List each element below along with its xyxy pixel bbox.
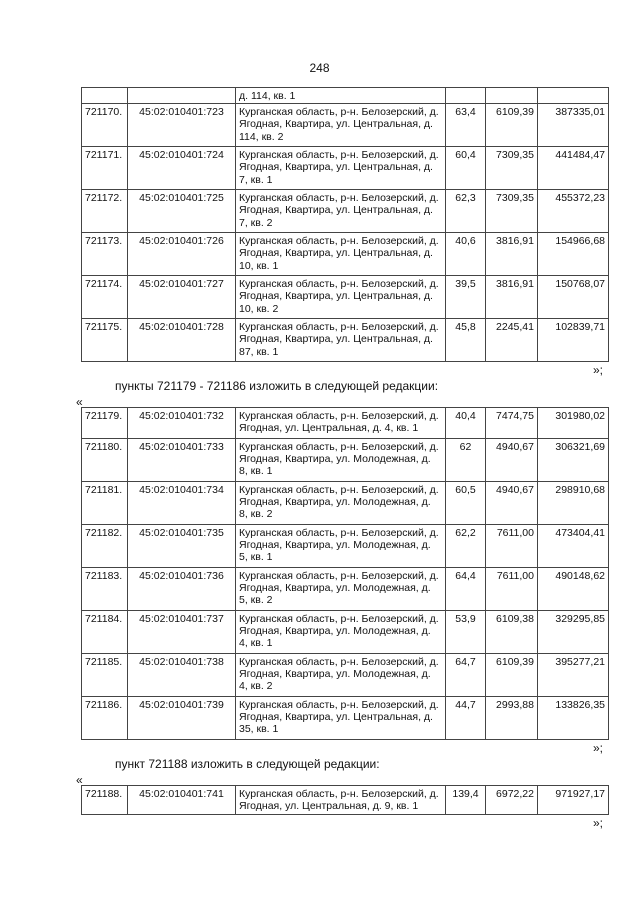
area: 60,5 [446,482,486,525]
cadastral-number: 45:02:010401:728 [128,319,236,362]
cadastral-number: 45:02:010401:739 [128,697,236,740]
cadastral-number: 45:02:010401:738 [128,654,236,697]
cadastral-price: 6972,22 [486,786,538,815]
registry-table-2 [81,407,609,740]
address: Курганская область, р-н. Белозерский, д. Ягодная, Квартира, ул. Центральная, д. 35, кв. 1 [236,697,446,740]
opening-quote: « [76,395,83,409]
cadastral-number: 45:02:010401:723 [128,104,236,147]
area: 62,2 [446,525,486,568]
cadastral-price: 4940,67 [486,439,538,482]
cadastral-number: 45:02:010401:726 [128,233,236,276]
area: 40,4 [446,408,486,439]
cadastral-price: 7309,35 [486,147,538,190]
area: 64,7 [446,654,486,697]
table-row [82,190,609,233]
area: 60,4 [446,147,486,190]
row-number: 721183. [82,568,128,611]
cadastral-price: 6109,38 [486,611,538,654]
cadastral-value: 329295,85 [538,611,609,654]
row-number: 721182. [82,525,128,568]
paragraph-amend-721179-721186: пункты 721179 - 721186 изложить в следующей редакции: [115,379,439,393]
cadastral-price: 2245,41 [486,319,538,362]
address: д. 114, кв. 1 [236,88,446,104]
address: Курганская область, р-н. Белозерский, д. Ягодная, Квартира, ул. Центральная, д. 7, кв. 1 [236,147,446,190]
area: 53,9 [446,611,486,654]
cadastral-number: 45:02:010401:736 [128,568,236,611]
cadastral-value: 490148,62 [538,568,609,611]
paragraph-amend-721188: пункт 721188 изложить в следующей редакции: [115,757,380,771]
cadastral-price: 7611,00 [486,568,538,611]
cadastral-value: 387335,01 [538,104,609,147]
cadastral-number: 45:02:010401:732 [128,408,236,439]
row-number: 721170. [82,104,128,147]
cadastral-value: 441484,47 [538,147,609,190]
row-number: 721181. [82,482,128,525]
area [446,88,486,104]
cadastral-value: 154966,68 [538,233,609,276]
table-row [82,568,609,611]
cadastral-value: 395277,21 [538,654,609,697]
area: 39,5 [446,276,486,319]
closing-quote: »; [593,816,604,830]
address: Курганская область, р-н. Белозерский, д. Ягодная, Квартира, ул. Молодежная, д. 8, кв. 2 [236,482,446,525]
cadastral-value: 306321,69 [538,439,609,482]
row-number [82,88,128,104]
closing-quote: »; [593,363,604,377]
row-number: 721185. [82,654,128,697]
row-number: 721184. [82,611,128,654]
cadastral-value: 971927,17 [538,786,609,815]
opening-quote: « [76,773,83,787]
area: 63,4 [446,104,486,147]
table-row [82,697,609,740]
cadastral-number: 45:02:010401:737 [128,611,236,654]
row-number: 721175. [82,319,128,362]
table-row [82,319,609,362]
address: Курганская область, р-н. Белозерский, д. Ягодная, Квартира, ул. Молодежная, д. 5, кв. 2 [236,568,446,611]
area: 62,3 [446,190,486,233]
address: Курганская область, р-н. Белозерский, д. Ягодная, Квартира, ул. Центральная, д. 114, кв. 2 [236,104,446,147]
row-number: 721174. [82,276,128,319]
table-row [82,408,609,439]
cadastral-price: 3816,91 [486,233,538,276]
address: Курганская область, р-н. Белозерский, д. Ягодная, Квартира, ул. Центральная, д. 10, кв. 1 [236,233,446,276]
row-number: 721188. [82,786,128,815]
address: Курганская область, р-н. Белозерский, д. Ягодная, ул. Центральная, д. 4, кв. 1 [236,408,446,439]
address: Курганская область, р-н. Белозерский, д. Ягодная, ул. Центральная, д. 9, кв. 1 [236,786,446,815]
table-row [82,525,609,568]
address: Курганская область, р-н. Белозерский, д. Ягодная, Квартира, ул. Центральная, д. 10, кв. 2 [236,276,446,319]
cadastral-price: 4940,67 [486,482,538,525]
address: Курганская область, р-н. Белозерский, д. Ягодная, Квартира, ул. Центральная, д. 87, кв. 1 [236,319,446,362]
address: Курганская область, р-н. Белозерский, д. Ягодная, Квартира, ул. Молодежная, д. 8, кв. 1 [236,439,446,482]
row-number: 721179. [82,408,128,439]
closing-quote: »; [593,741,604,755]
cadastral-price: 7309,35 [486,190,538,233]
area: 45,8 [446,319,486,362]
cadastral-value: 473404,41 [538,525,609,568]
cadastral-price: 7611,00 [486,525,538,568]
cadastral-value: 298910,68 [538,482,609,525]
address: Курганская область, р-н. Белозерский, д. Ягодная, Квартира, ул. Молодежная, д. 4, кв. 1 [236,611,446,654]
table-row [82,147,609,190]
cadastral-price: 7474,75 [486,408,538,439]
cadastral-value: 301980,02 [538,408,609,439]
cadastral-number: 45:02:010401:735 [128,525,236,568]
cadastral-number: 45:02:010401:724 [128,147,236,190]
cadastral-price: 3816,91 [486,276,538,319]
page-number: 248 [309,61,330,75]
cadastral-value: 133826,35 [538,697,609,740]
area: 62 [446,439,486,482]
cadastral-number [128,88,236,104]
row-number: 721186. [82,697,128,740]
cadastral-price: 6109,39 [486,104,538,147]
row-number: 721173. [82,233,128,276]
row-number: 721172. [82,190,128,233]
cadastral-price: 6109,39 [486,654,538,697]
cadastral-number: 45:02:010401:741 [128,786,236,815]
area: 44,7 [446,697,486,740]
row-number: 721180. [82,439,128,482]
cadastral-value: 150768,07 [538,276,609,319]
table-row [82,233,609,276]
table-row [82,786,609,815]
table-row [82,439,609,482]
cadastral-price [486,88,538,104]
area: 40,6 [446,233,486,276]
table-row [82,482,609,525]
cadastral-number: 45:02:010401:725 [128,190,236,233]
registry-table-3 [81,785,609,815]
table-row [82,104,609,147]
cadastral-number: 45:02:010401:734 [128,482,236,525]
address: Курганская область, р-н. Белозерский, д. Ягодная, Квартира, ул. Молодежная, д. 4, кв. 2 [236,654,446,697]
table-row [82,276,609,319]
registry-table-1 [81,87,609,362]
table-row [82,611,609,654]
cadastral-number: 45:02:010401:727 [128,276,236,319]
row-number: 721171. [82,147,128,190]
cadastral-price: 2993,88 [486,697,538,740]
cadastral-value: 102839,71 [538,319,609,362]
cadastral-value [538,88,609,104]
area: 64,4 [446,568,486,611]
address: Курганская область, р-н. Белозерский, д. Ягодная, Квартира, ул. Молодежная, д. 5, кв. 1 [236,525,446,568]
cadastral-value: 455372,23 [538,190,609,233]
area: 139,4 [446,786,486,815]
cadastral-number: 45:02:010401:733 [128,439,236,482]
address: Курганская область, р-н. Белозерский, д. Ягодная, Квартира, ул. Центральная, д. 7, кв. 2 [236,190,446,233]
table-row [82,88,609,104]
table-row [82,654,609,697]
